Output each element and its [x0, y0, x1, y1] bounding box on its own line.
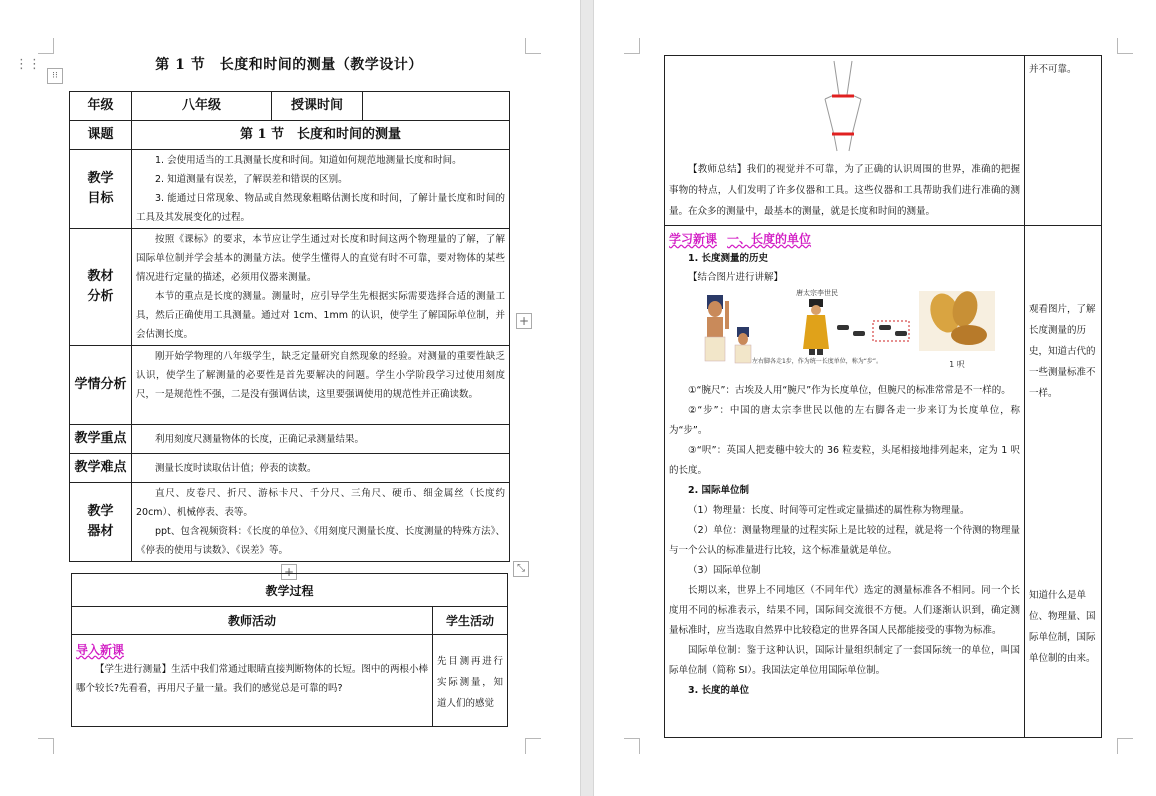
step-caption: 左右脚各走1步，作为统一长度单位，称为“步”。: [751, 358, 883, 365]
tang-emperor-figure: [752, 288, 882, 365]
new-lesson-heading-row: [669, 228, 1020, 247]
learner-label: 学情分析: [70, 346, 132, 425]
grade-value: 八年级: [132, 92, 272, 121]
new-lesson-heading: 学习新课: [669, 232, 718, 246]
side-note: 观看图片，了解长度测量的历史，知道古代的一些测量标准不一样。: [1029, 304, 1096, 399]
crop-mark: [1117, 38, 1133, 54]
analysis-label: 教材分析: [70, 229, 132, 346]
page-right: [594, 0, 1156, 796]
emperor-caption: 唐太宗李世民: [796, 289, 838, 297]
drag-handle-icon[interactable]: ⋮⋮: [15, 57, 41, 72]
student-notes-cell: [1025, 226, 1102, 738]
crop-mark: [624, 38, 640, 54]
new-lesson-cell: [665, 226, 1025, 738]
si-paragraph: 长期以来，世界上不同地区（不同年代）选定的测量标准各不相同。同一个长度用不同的标准表示，结果不同，国际间交流很不方便。人们逐渐认识到，确定测量标准时，应当选取自然界中比较稳定的世界各国人民都能接受的事物为标准。: [669, 585, 1020, 636]
grade-label: 年级: [70, 92, 132, 121]
equipment-paragraph: 直尺、皮卷尺、折尺、游标卡尺、千分尺、三角尺、硬币、细金属丝（长度约 20cm）、机械停表、表等。: [136, 488, 505, 518]
sub-heading: 1. 长度测量的历史: [688, 253, 769, 264]
key-cell: 利用刻度尺测量物体的长度，正确记录测量结果。: [132, 425, 510, 454]
difficulty-cell: 测量长度时读取估计值；停表的读数。: [132, 454, 510, 483]
illusion-rods-figure: [669, 59, 1021, 155]
analysis-paragraph: 本节的重点是长度的测量。测量时，应引导学生先根据实际需要选择合适的测量工具，然后正确使用工具测量。通过对 1cm、1mm 的认识，使学生了解国际单位制，并会估测长度。: [136, 291, 505, 340]
analysis-cell: [132, 229, 510, 346]
pic-intro: 【结合图片进行讲解】: [688, 272, 784, 283]
difficulty-label: 教学难点: [70, 454, 132, 483]
si-paragraph: 国际单位制：鉴于这种认识，国际计量组织制定了一套国际统一的单位，叫国际单位制（简称 SI）。我国法定单位用国际单位制。: [669, 645, 1020, 676]
history-item: ③“呎”：英国人把麦穗中较大的 36 粒麦粒，头尾相接地排列起来，定为 1 呎的长度。: [669, 445, 1020, 476]
teacher-activity-cell: [72, 635, 433, 727]
intro-text: 【学生进行测量】生活中我们常通过眼睛直接判断物体的长短。图中的两根小棒哪个较长?先看看，再用尺子量一量。我们的感觉总是可靠的吗?: [76, 664, 428, 694]
goals-cell: [132, 150, 510, 229]
arrow-line: [847, 61, 852, 95]
footprints: [837, 321, 909, 341]
intro-heading: 导入新课: [76, 643, 125, 657]
si-item: （3）国际单位制: [688, 565, 761, 576]
crop-mark: [38, 738, 54, 754]
process-title: 教学过程: [72, 574, 508, 607]
crop-mark: [624, 738, 640, 754]
history-item: ②“步”：中国的唐太宗李世民以他的左右脚各走一步来订为长度单位，称为“步”。: [669, 405, 1020, 436]
equipment-cell: [132, 483, 510, 562]
top-student-note: 并不可靠。: [1025, 56, 1102, 226]
equipment-label: 教学器材: [70, 483, 132, 562]
time-label: 授课时间: [272, 92, 363, 121]
arrow-line: [834, 61, 839, 95]
add-row-icon[interactable]: +: [281, 564, 297, 580]
arrow-line: [825, 99, 834, 135]
goal-item: 3. 能通过日常现象、物品或自然现象粗略估测长度和时间，了解计量长度和时间的工具及其发展变化的过程。: [136, 193, 505, 223]
topic-value: 第 1 节 长度和时间的测量: [132, 121, 510, 150]
si-item: （1）物理量：长度、时间等可定性或定量描述的属性称为物理量。: [688, 505, 970, 516]
crop-mark: [525, 738, 541, 754]
egyptian-figure: [705, 295, 751, 363]
add-column-icon[interactable]: +: [516, 313, 532, 329]
section-heading: 一、长度的单位: [727, 232, 812, 246]
table-move-handle-icon[interactable]: ⁝⁝: [47, 68, 63, 84]
arrow-line: [834, 135, 837, 151]
side-note: 知道什么是单位、物理量、国际单位制，国际单位制的由来。: [1029, 590, 1096, 664]
page-gutter: [580, 0, 594, 796]
document-title: 第 1 节 长度和时间的测量（教学设计）: [155, 57, 423, 73]
teacher-col-header: 教师活动: [72, 607, 433, 635]
si-item: （2）单位：测量物理量的过程实际上是比较的过程，就是将一个待测的物理量与一个公认的标准量进行比较，这个标准量就是单位。: [669, 525, 1020, 556]
arrow-line: [849, 135, 852, 151]
student-activity-cell: 先目测再进行实际测量，知道人们的感觉: [433, 635, 508, 727]
wheat-figure: [919, 289, 995, 369]
time-value: [363, 92, 510, 121]
history-figure: [669, 287, 1021, 377]
teacher-summary: 【教师总结】我们的视觉并不可靠，为了正确的认识周围的世界，准确的把握事物的特点，人们发明了许多仪器和工具。这些仪器和工具帮助我们进行准确的测量。在众多的测量中，最基本的测量，就是长度和时间的测量。: [669, 164, 1020, 217]
process-table-continued: [664, 55, 1102, 738]
foot-caption: 1 呎: [949, 360, 965, 369]
goal-item: 2. 知道测量有误差，了解误差和错误的区别。: [155, 174, 348, 185]
analysis-paragraph: 按照《课标》的要求，本节应让学生通过对长度和时间这两个物理量的了解，了解国际单位制并学会基本的测量方法。使学生懂得人的直觉有时不可靠，要对物体的某些情况进行定量的描述，必须用仪器来测量。: [136, 234, 505, 283]
info-table: [69, 91, 510, 562]
equipment-paragraph: ppt、包含视频资料：《长度的单位》、《用刻度尺测量长度、长度测量的特殊方法》、《停表的使用与读数》、《误差》等。: [136, 526, 505, 556]
goals-label: 教学目标: [70, 150, 132, 229]
table-resize-icon[interactable]: ⤡: [513, 561, 529, 577]
goal-item: 1. 会使用适当的工具测量长度和时间。知道如何规范地测量长度和时间。: [155, 155, 462, 166]
history-item: ①“腕尺”：古埃及人用“腕尺”作为长度单位，但腕尺的标准常常是不一样的。: [688, 385, 1011, 396]
learner-cell: 刚开始学物理的八年级学生，缺乏定量研究自然现象的经验。对测量的重要性缺乏认识，使学生了解测量的必要性是首先要解决的问题。学生小学阶段学习过使用刻度尺，一是规范性不强，二是没有强调估读，这里要强调使用的规范性并正确读数。: [132, 346, 510, 425]
sub-heading: 2. 国际单位制: [688, 485, 750, 496]
topic-label: 课题: [70, 121, 132, 150]
crop-mark: [525, 38, 541, 54]
arrow-line: [852, 99, 861, 135]
key-label: 教学重点: [70, 425, 132, 454]
student-col-header: 学生活动: [433, 607, 508, 635]
process-table: [71, 573, 508, 727]
teacher-summary-cell: [665, 56, 1025, 226]
sub-heading: 3. 长度的单位: [688, 685, 750, 696]
crop-mark: [38, 38, 54, 54]
crop-mark: [1117, 738, 1133, 754]
